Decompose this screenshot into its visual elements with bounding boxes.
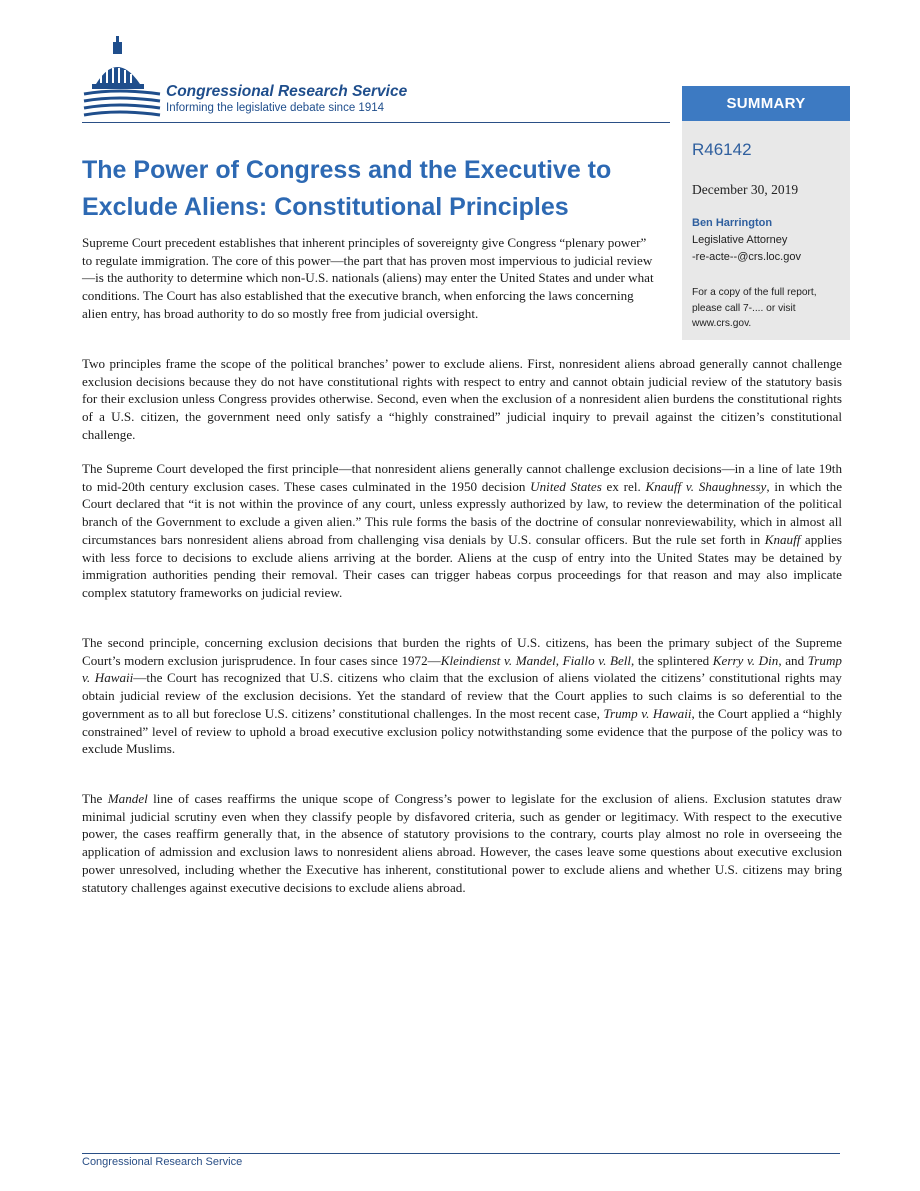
summary-paragraph-4 (82, 634, 842, 758)
author-email[interactable]: -re-acte--@crs.loc.gov (692, 251, 801, 263)
text-span: The Supreme Court developed the first principle—that nonresident aliens generally cannot challenge exclusion decisions—in a line of late 19th to mid-20th century exclusion cases. These cases culminated in the 1950 decision (82, 461, 842, 494)
crs-logo (82, 34, 482, 124)
text-span: line of cases reaffirms the unique scope of Congress’s power to legislate for the exclusion of aliens. Exclusion statutes draw minimal judicial scrutiny even when they classify people by disfavored criteria, such as gender or legitimacy. With respect to the executive power, the cases reaffirm generally that, in the absence of statutory provisions to the contrary, courts play almost no role in overseeing the application of admission and exclusion laws to nonresident aliens abroad. However, the cases leave some questions about executive exclusion power unresolved, including whether the Executive has inherent, constitutional power to exclude aliens and whether U.S. citizens may bring statutory challenges against executive decisions to exclude aliens abroad. (82, 791, 842, 895)
text-span: The second principle, concerning exclusion decisions that burden the rights of U.S. citizens, has been the primary subject of the Supreme Court’s modern exclusion jurisprudence. In four cases since 1972— (82, 635, 842, 668)
case-name: Fiallo v. Bell (562, 652, 632, 668)
text-span: , and (778, 652, 808, 668)
text-span: applies with less force to decisions to exclude aliens arriving at the border. Aliens at the cusp of entry into the United States may be detained by immigration authorities pending their removal. Their cases can trigger habeas corpus proceedings for that reason and may also implicate complex statutory frameworks on judicial review. (82, 531, 842, 600)
author-title: Legislative Attorney (692, 234, 788, 246)
text-span: The (82, 791, 108, 806)
capitol-dome-icon (82, 34, 162, 124)
brand-name: Congressional Research Service (166, 83, 408, 100)
summary-paragraph-2: Two principles frame the scope of the political branches’ power to exclude aliens. First, nonresident aliens abroad generally cannot challenge exclusion decisions because they do not have constitutional rights with respect to entry and cannot obtain judicial review of the statutory basis for their exclusion unless Congress provides otherwise. Second, even when the exclusion of a nonresident alien burdens the constitutional rights of a U.S. citizen, the government need only satisfy a “highly constrained” judicial inquiry to prevail against the citizen’s constitutional challenge. (82, 356, 842, 442)
copy-note: For a copy of the full report, please call 7-.... or visit www.crs.gov. (692, 287, 817, 329)
text-span: , the splintered (631, 652, 713, 668)
header-divider (82, 122, 670, 123)
text-span: —the Court has recognized that U.S. citizens who claim that the exclusion of aliens violated the citizens’ constitutional rights may obtain judicial review of the exclusion decisions. Yet the standard of review that the Court applies to such claims is so deferential to the government as to all but foreclose U.S. citizens’ constitutional challenges. In the most recent case, (82, 670, 842, 721)
case-name: Knauff (764, 531, 801, 547)
report-date: December 30, 2019 (692, 182, 799, 197)
brand-tagline: Informing the legislative debate since 1914 (166, 102, 385, 114)
text-span: , (555, 652, 563, 668)
case-name: Knauff v. Shaughnessy (645, 478, 767, 494)
case-name: Trump v. Hawaii (603, 705, 692, 721)
footer-text: Congressional Research Service (82, 1156, 243, 1168)
case-name: Kleindienst v. Mandel (440, 652, 556, 668)
author-name: Ben Harrington (692, 217, 773, 229)
summary-paragraph-1: Supreme Court precedent establishes that inherent principles of sovereignty give Congress “plenary power” to regulate immigration. The core of this power—the part that has proven most impervious to judicial review—is the authority to determine which non-U.S. nationals (aliens) may enter the United States and under what conditions. The Court has also established that the executive branch, when enforcing the laws concerning alien entry, has broad authority to do so mostly free from judicial oversight. (82, 235, 654, 321)
report-number: R46142 (692, 140, 752, 159)
summary-paragraph-3 (82, 460, 842, 602)
footer-divider (82, 1153, 840, 1154)
text-span: , in which the Court declared that “it is not within the province of any court, unless expressly authorized by law, to review the determination of the political branch of the Government to exclude a given alien.” This rule forms the basis of the doctrine of consular nonreviewability, which in almost all circumstances bars nonresident aliens abroad from challenging visa denials by U.S. consular officers. But the rule set forth in (82, 478, 843, 547)
case-name: Kerry v. Din (712, 652, 779, 668)
text-span: ex rel. (601, 478, 646, 494)
case-name: United States (530, 478, 602, 494)
summary-label: SUMMARY (682, 86, 850, 121)
report-title: The Power of Congress and the Executive to Exclude Aliens: Constitutional Principles (82, 156, 612, 221)
case-name: Trump v. Hawaii (82, 652, 842, 686)
text-span: , the Court applied a “highly constrained” level of review to uphold a broad executive exclusion policy notwithstanding some evidence that the purpose of the policy was to exclude Muslims. (82, 705, 842, 757)
summary-sidebar (682, 86, 850, 340)
summary-paragraph-5 (82, 790, 842, 896)
case-name: Mandel (107, 791, 148, 806)
